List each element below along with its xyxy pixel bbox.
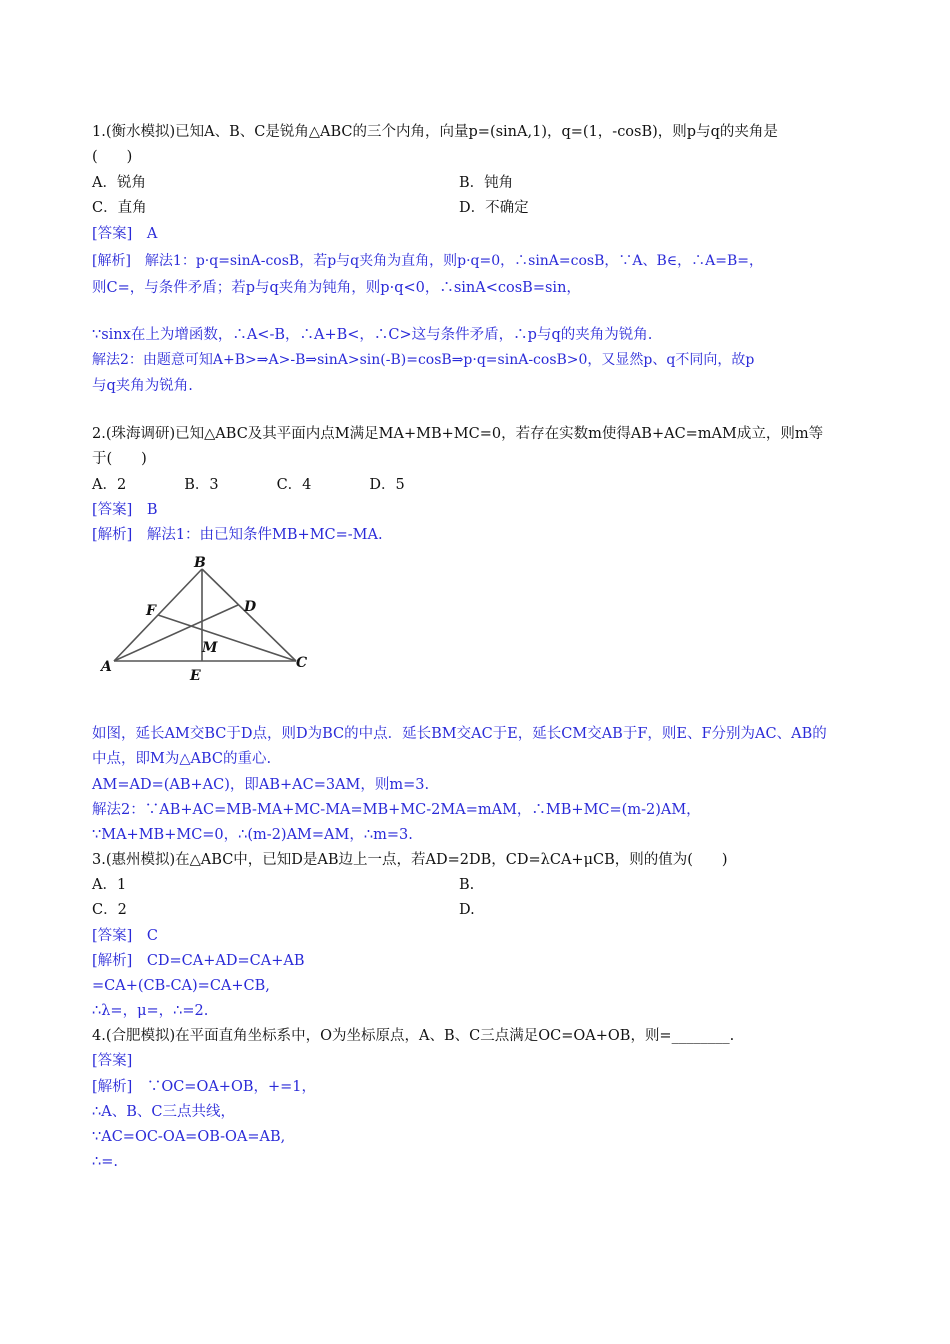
q1-analysis-line1: [解析] 解法1：p·q=sinA-cosB，若p与q夹角为直角，则p·q=0，∴sinA=cosB，∵A、B∈，∴A=B=，	[92, 253, 764, 269]
q1-option-b: B．钝角	[459, 175, 514, 191]
q2-analysis-line5: 解法2：∵AB+AC=MB-MA+MC-MA=MB+MC-2MA=mAM，∴MB+MC=(m-2)AM，	[92, 802, 701, 818]
q2-options: A．2 B．3 C．4 D．5	[92, 477, 405, 493]
q2-analysis-line3: 中点，即M为△ABC的重心.	[92, 751, 272, 767]
q1-stem-line1: 1.(衡水模拟)已知A、B、C是锐角△ABC的三个内角，向量p=(sinA,1)，q=(1，-cosB)，则p与q的夹角是	[92, 124, 778, 140]
q1-option-c: C．直角	[92, 200, 147, 216]
q2-analysis-line4: AM=AD=(AB+AC)，即AB+AC=3AM，则m=3.	[92, 777, 430, 793]
median-ad	[114, 605, 238, 661]
q1-analysis-line2: 则C=，与条件矛盾；若p与q夹角为钝角，则p·q<0，∴sinA<cosB=sin，	[92, 280, 581, 296]
label-m: M	[202, 640, 218, 656]
q1-option-d: D．不确定	[459, 200, 529, 216]
q3-option-b: B.	[459, 877, 475, 893]
q4-analysis-line2: ∴A、B、C三点共线，	[92, 1104, 235, 1120]
q1-analysis-line3: ∵sinx在上为增函数，∴A<-B，∴A+B<，∴C>这与条件矛盾，∴p与q的夹角为锐角.	[92, 327, 653, 343]
q2-analysis-line6: ∵MA+MB+MC=0，∴(m-2)AM=AM，∴m=3.	[92, 827, 413, 843]
q2-stem-line1: 2.(珠海调研)已知△ABC及其平面内点M满足MA+MB+MC=0，若存在实数m使得AB+AC=mAM成立，则m等	[92, 426, 824, 442]
q4-analysis-line3: ∵AC=OC-OA=OB-OA=AB,	[92, 1129, 286, 1145]
label-f: F	[146, 603, 156, 619]
label-d: D	[244, 599, 257, 615]
q2-answer: [答案] B	[92, 502, 158, 518]
q3-option-c: C．2	[92, 902, 127, 918]
q1-analysis-line5: 与q夹角为锐角.	[92, 378, 193, 394]
label-b: B	[194, 555, 206, 571]
q3-stem: 3.(惠州模拟)在△ABC中，已知D是AB边上一点，若AD=2DB，CD=λCA+μCB，则的值为( )	[92, 852, 728, 868]
median-cf	[158, 615, 296, 661]
triangle-figure	[98, 553, 318, 685]
q4-stem: 4.(合肥模拟)在平面直角坐标系中，O为坐标原点，A、B、C三点满足OC=OA+OB，则=________.	[92, 1028, 735, 1044]
q3-analysis-line2: =CA+(CB-CA)=CA+CB,	[92, 978, 270, 994]
q2-analysis-line2: 如图，延长AM交BC于D点，则D为BC的中点．延长BM交AC于E，延长CM交AB于F，则E、F分别为AC、AB的	[92, 726, 827, 742]
q4-analysis-line1: [解析] ∵OC=OA+OB，+=1，	[92, 1079, 317, 1095]
q3-analysis-line1: [解析] CD=CA+AD=CA+AB	[92, 953, 305, 969]
q1-stem-line2: ( )	[92, 149, 133, 165]
label-c: C	[296, 655, 308, 671]
q3-option-d: D.	[459, 902, 475, 918]
q1-answer: [答案] A	[92, 226, 158, 242]
q2-analysis-line1: [解析] 解法1：由已知条件MB+MC=-MA.	[92, 527, 383, 543]
q1-option-a: A．锐角	[92, 175, 146, 191]
q3-analysis-line3: ∴λ=，μ=，∴=2.	[92, 1003, 209, 1019]
label-e: E	[190, 668, 201, 684]
q2-stem-line2: 于( )	[92, 451, 147, 467]
q4-answer: [答案]	[92, 1053, 133, 1069]
q3-answer: [答案] C	[92, 928, 158, 944]
q3-option-a: A．1	[92, 877, 127, 893]
q4-analysis-line4: ∴=.	[92, 1154, 118, 1170]
label-a: A	[101, 659, 112, 675]
q1-analysis-line4: 解法2：由题意可知A+B>⇒A>-B⇒sinA>sin(-B)=cosB⇒p·q=sinA-cosB>0，又显然p、q不同向，故p	[92, 352, 755, 368]
